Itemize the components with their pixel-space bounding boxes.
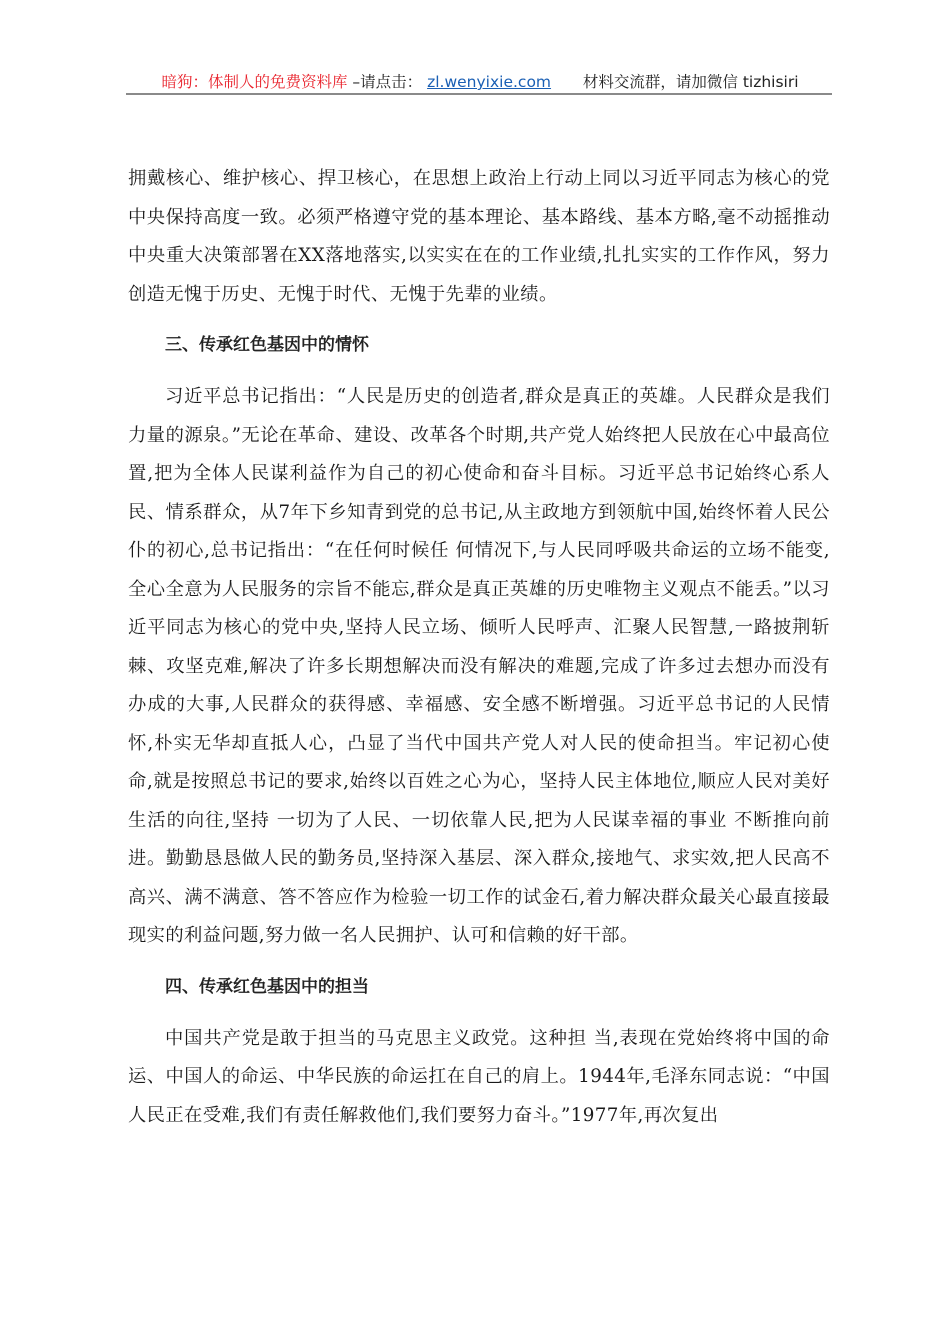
header-link[interactable]: zl.wenyixie.com bbox=[427, 73, 552, 91]
paragraph-section-3: 习近平总书记指出：“人民是历史的创造者,群众是真正的英雄。人民群众是我们力量的源泉。”无论在革命、建设、改革各个时期,共产党人始终把人民放在心中最高位置,把为全体人民谋利益作为自己的初心使命和奋斗目标。习近平总书记始终心系人民、情系群众，从7年下乡知青到党的总书记,从主政地方到领航中国,始终怀着人民公仆的初心,总书记指出：“在任何时候任 何情况下,与人民同呼吸共命运的立场不能变,全心全意为人民服务的宗旨不能忘,群众是真正英雄的历史唯物主义观点不能丢。”以习近平同志为核心的党中央,坚持人民立场、倾听人民呼声、汇聚人民智慧,一路披荆斩棘、攻坚克难,解决了许多长期想解决而没有解决的难题,完成了许多过去想办而没有办成的大事,人民群众的获得感、幸福感、安全感不断增强。习近平总书记的人民情怀,朴实无华却直抵人心，凸显了当代中国共产党人对人民的使命担当。牢记初心使命,就是按照总书记的要求,始终以百姓之心为心，坚持人民主体地位,顺应人民对美好生活的向往,坚持 一切为了人民、一切依靠人民,把为人民谋幸福的事业 不断推向前进。勤勤恳恳做人民的勤务员,坚持深入基层、深入群众,接地气、求实效,把人民高不高兴、满不满意、答不答应作为检验一切工作的试金石,着力解决群众最关心最直接最现实的利益问题,努力做一名人民拥护、认可和信赖的好干部。 bbox=[128, 386, 830, 946]
header-prompt: –请点击： bbox=[352, 73, 423, 91]
document-body bbox=[128, 160, 830, 1135]
section-heading-4: 四、传承红色基因中的担当 bbox=[165, 976, 369, 997]
paragraph-section-4: 中国共产党是敢于担当的马克思主义政党。这种担 当,表现在党始终将中国的命运、中国人的命运、中华民族的命运扛在自己的肩上。1944年,毛泽东同志说：“中国人民正在受难,我们有责任解救他们,我们要努力奋斗。”1977年,再次复出 bbox=[128, 1027, 830, 1126]
header-contact: 材料交流群，请加微信 tizhisiri bbox=[582, 73, 799, 91]
header-brand: 暗狗：体制人的免费资料库 bbox=[161, 73, 348, 91]
paragraph-continuation: 拥戴核心、维护核心、捍卫核心，在思想上政治上行动上同以习近平同志为核心的党中央保持高度一致。必须严格遵守党的基本理论、基本路线、基本方略,毫不动摇推动中央重大决策部署在XX落地落实,以实实在在的工作业绩,扎扎实实的工作作风，努力创造无愧于历史、无愧于时代、无愧于先辈的业绩。 bbox=[128, 168, 830, 305]
section-heading-3: 三、传承红色基因中的情怀 bbox=[165, 335, 369, 355]
header-divider bbox=[126, 93, 832, 95]
page-header bbox=[128, 70, 832, 92]
